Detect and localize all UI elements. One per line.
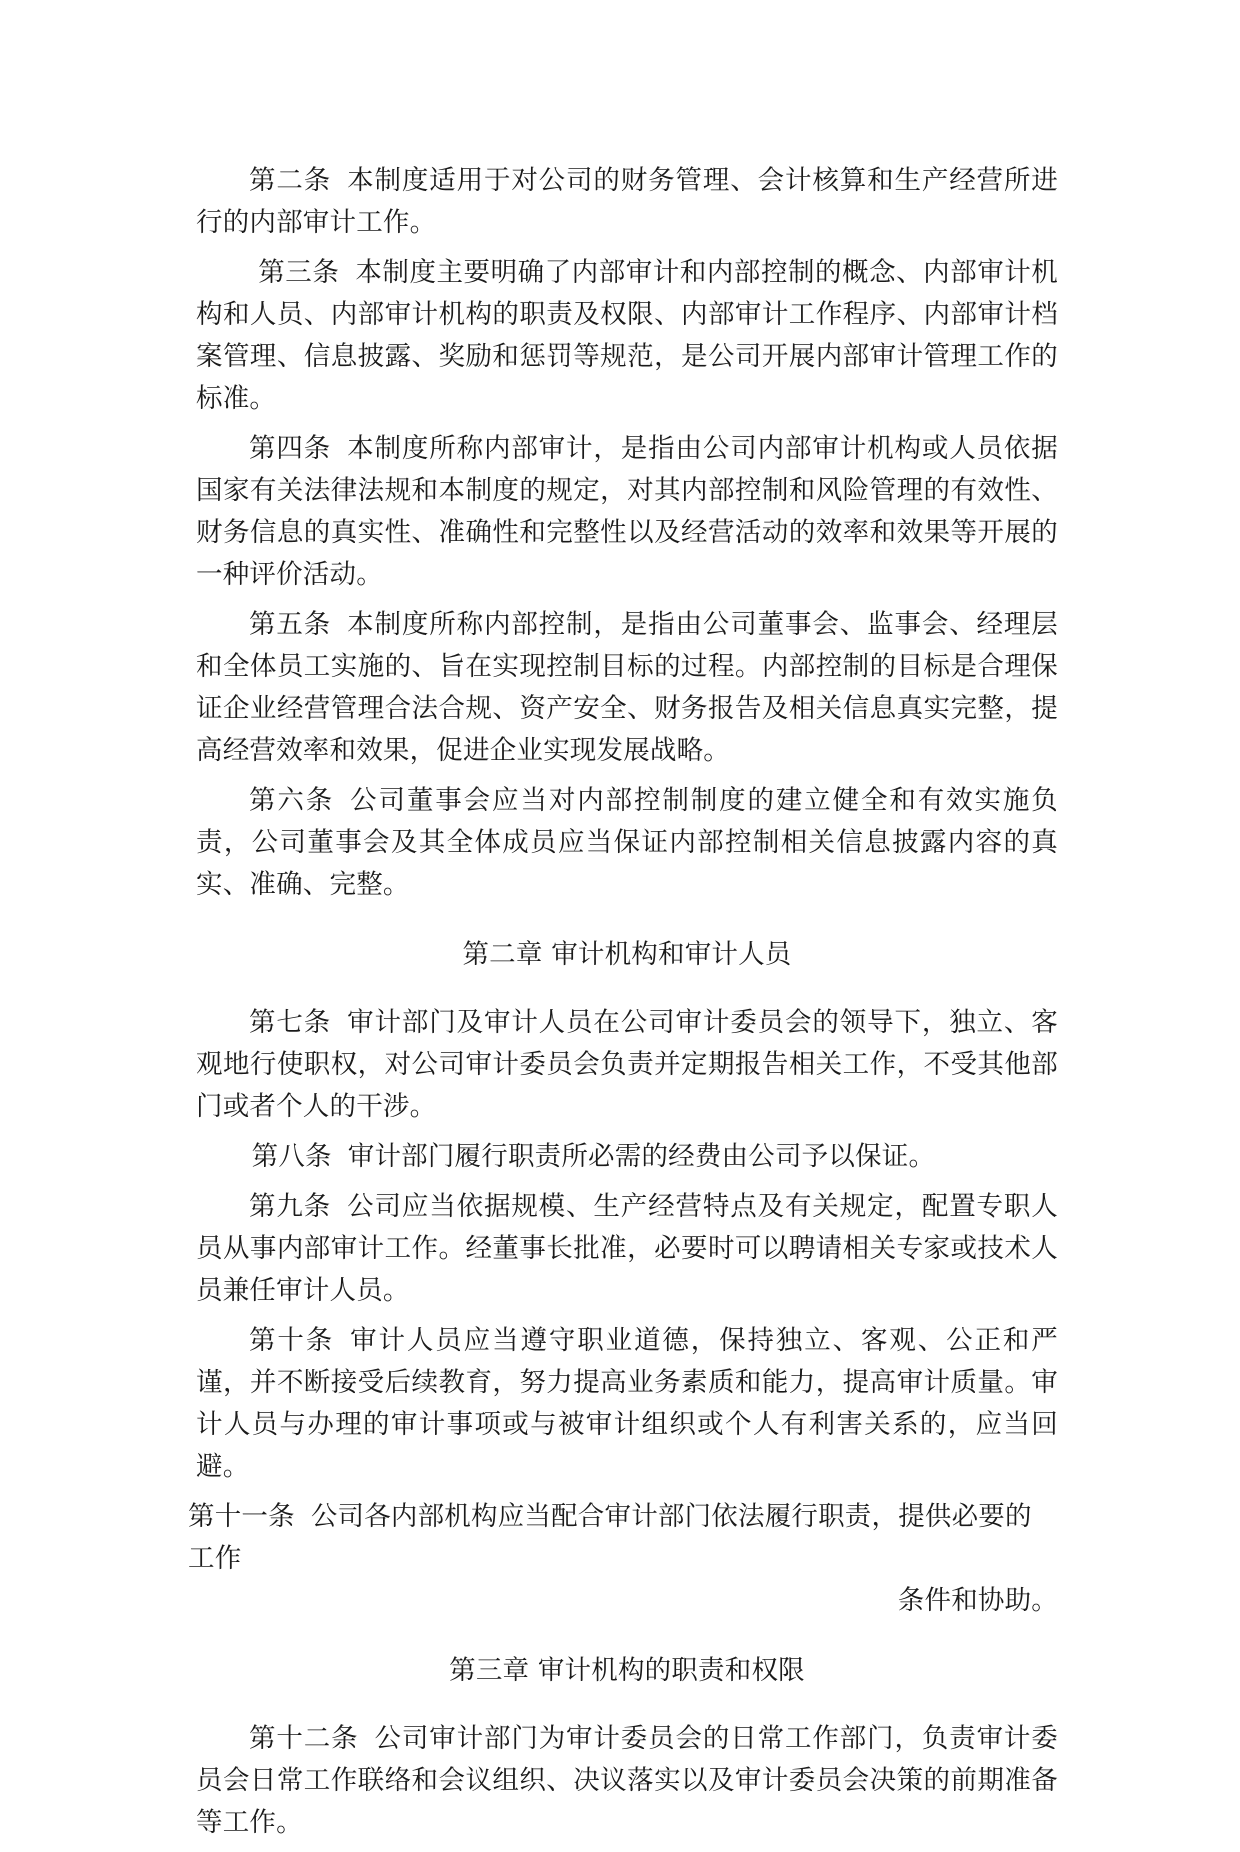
article-4 xyxy=(196,428,1058,596)
article-label: 第六条 xyxy=(249,785,335,816)
article-11 xyxy=(188,1496,1058,1622)
article-6 xyxy=(196,780,1058,906)
article-10 xyxy=(196,1320,1058,1488)
article-text: 本制度所称内部控制，是指由公司董事会、监事会、经理层和全体员工实施的、旨在实现控制目标的过程。内部控制的目标是合理保证企业经营管理合法合规、资产安全、财务报告及相关信息真实完整，提高经营效率和效果，促进企业实现发展战略。 xyxy=(196,609,1058,766)
document-body xyxy=(188,160,1059,1852)
article-label: 第八条 xyxy=(251,1141,332,1172)
article-text: 本制度所称内部审计，是指由公司内部审计机构或人员依据国家有关法律法规和本制度的规定，对其内部控制和风险管理的有效性、财务信息的真实性、准确性和完整性以及经营活动的效率和效果等开展的一种评价活动。 xyxy=(196,433,1058,590)
article-label: 第十一条 xyxy=(188,1501,295,1532)
article-label: 第七条 xyxy=(249,1007,332,1038)
article-label: 第十二条 xyxy=(249,1723,359,1754)
article-label: 第九条 xyxy=(249,1191,332,1222)
article-text: 公司董事会应当对内部控制制度的建立健全和有效实施负责，公司董事会及其全体成员应当保证内部控制相关信息披露内容的真实、准确、完整。 xyxy=(196,785,1059,900)
article-text: 公司各内部机构应当配合审计部门依法履行职责，提供必要的工作 xyxy=(188,1501,1032,1574)
article-8 xyxy=(196,1136,1058,1178)
article-label: 第十条 xyxy=(249,1325,335,1356)
article-label: 第三条 xyxy=(258,257,340,288)
article-3 xyxy=(196,252,1058,420)
article-text: 审计部门履行职责所必需的经费由公司予以保证。 xyxy=(347,1141,936,1172)
article-5 xyxy=(196,604,1058,772)
article-label: 第二条 xyxy=(249,165,332,196)
article-9 xyxy=(196,1186,1058,1312)
article-text: 公司应当依据规模、生产经营特点及有关规定，配置专职人员从事内部审计工作。经董事长批准，必要时可以聘请相关专家或技术人员兼任审计人员。 xyxy=(196,1191,1058,1306)
article-label: 第五条 xyxy=(249,609,332,640)
article-label: 第四条 xyxy=(249,433,332,464)
article-text: 本制度适用于对公司的财务管理、会计核算和生产经营所进行的内部审计工作。 xyxy=(196,165,1058,238)
article-text: 本制度主要明确了内部审计和内部控制的概念、内部审计机构和人员、内部审计机构的职责及权限、内部审计工作程序、内部审计档案管理、信息披露、奖励和惩罚等规范，是公司开展内部审计管理工作的标准。 xyxy=(196,257,1059,414)
chapter-2-title: 第二章 审计机构和审计人员 xyxy=(462,939,792,970)
article-2 xyxy=(196,160,1058,244)
chapter-3-title: 第三章 审计机构的职责和权限 xyxy=(449,1655,805,1686)
article-text: 审计部门及审计人员在公司审计委员会的领导下，独立、客观地行使职权，对公司审计委员会负责并定期报告相关工作，不受其他部门或者个人的干涉。 xyxy=(196,1007,1058,1122)
article-text-tail: 条件和协助。 xyxy=(897,1585,1058,1616)
article-7 xyxy=(196,1002,1058,1128)
article-text: 公司审计部门为审计委员会的日常工作部门，负责审计委员会日常工作联络和会议组织、决议落实以及审计委员会决策的前期准备等工作。 xyxy=(196,1723,1059,1838)
article-text: 审计人员应当遵守职业道德，保持独立、客观、公正和严谨，并不断接受后续教育，努力提高业务素质和能力，提高审计质量。审计人员与办理的审计事项或与被审计组织或个人有利害关系的，应当回避。 xyxy=(196,1325,1059,1482)
article-12 xyxy=(196,1718,1058,1844)
